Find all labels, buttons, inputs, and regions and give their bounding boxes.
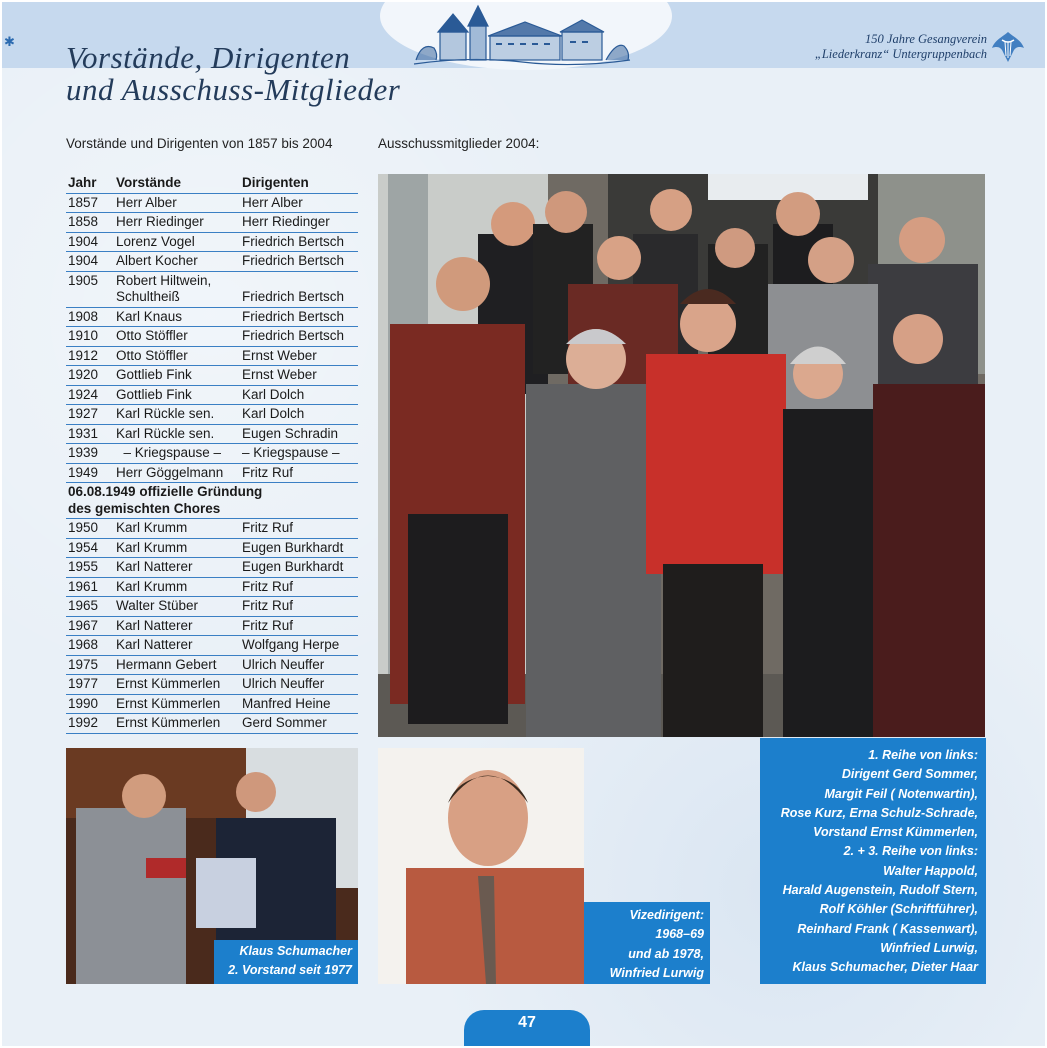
founding-note: 06.08.1949 offizielle Gründung [68,484,263,499]
cell-dirigent: Karl Dolch [242,406,305,421]
table-row [66,444,358,464]
lurwig-photo [378,748,584,984]
cell-vorstand: Karl Knaus [116,308,183,324]
cell-vorstand: Hermann Gebert [116,656,217,672]
cell-year: 1927 [68,406,99,421]
cell-year: 1910 [68,328,99,343]
cell-dirigent: Eugen Burkhardt [242,539,344,555]
cell-year: 1904 [68,233,99,249]
cell-vorstand: Herr Göggelmann [116,464,224,480]
caption-line: Klaus Schumacher [239,944,352,958]
right-section-heading: Ausschussmitglieder 2004: [378,136,540,151]
cell-year: 1955 [68,559,99,574]
table-row [66,578,358,598]
cell-dirigent: Manfred Heine [242,695,331,711]
page-number: 47 [464,1010,590,1046]
cell-year: 1908 [68,308,99,324]
cell-year: 1858 [68,214,99,229]
group-photo-caption [760,738,986,984]
cell-vorstand: Karl Krumm [116,539,188,555]
table-row [66,464,358,484]
cell-vorstand: Karl Krumm [116,578,188,594]
cell-year: 1924 [68,386,99,402]
left-section-heading: Vorstände und Dirigenten von 1857 bis 2004 [66,136,333,151]
cell-year: 1975 [68,656,99,672]
group-photo [378,174,985,737]
table-row [66,558,358,578]
cell-year: 1950 [68,520,99,535]
cell-year: 1961 [68,578,99,594]
brochure-page [2,2,1045,1046]
cell-vorstand: Walter Stüber [116,598,199,613]
caption-line: Winfried Lurwig [609,965,704,980]
cell-dirigent: Friedrich Bertsch [242,328,345,343]
cell-vorstand: Karl Rückle sen. [116,425,215,441]
schumacher-caption [214,940,358,984]
table-row [66,425,358,445]
table-row [66,347,358,367]
cell-dirigent: Friedrich Bertsch [242,308,345,324]
cell-dirigent: Gerd Sommer [242,715,327,730]
header-vorstaende: Vorstände [116,175,182,190]
table-row [66,617,358,637]
table-header-row [66,174,358,194]
cell-vorstand: Ernst Kümmerlen [116,715,221,730]
cell-vorstand: Herr Alber [116,194,177,210]
table-row [66,386,358,406]
caption-line: Vizedirigent: [629,908,704,922]
cell-vorstand: Karl Krumm [116,520,188,535]
cell-dirigent: Ernst Weber [242,367,317,382]
caption-line: Margit Feil ( Notenwartin), [824,786,978,801]
table-row [66,213,358,233]
cell-vorstand: Karl Rückle sen. [116,406,215,421]
cell-dirigent [242,273,358,306]
caption-line: Walter Happold, [883,863,978,878]
header-year: Jahr [68,175,97,190]
castle-illustration [410,2,634,68]
cell-vorstand: Karl Natterer [116,617,193,633]
table-row [66,233,358,253]
cell-vorstand: Karl Natterer [116,559,193,574]
cell-year: 1905 [68,272,99,288]
caption-line: 2. Vorstand seit 1977 [228,963,352,978]
table-row [66,483,358,519]
caption-line: Rolf Köhler (Schriftführer), [819,902,978,917]
cell-dirigent: Wolfgang Herpe [242,637,340,652]
caption-line: und ab 1978, [628,946,704,961]
table-row [66,656,358,676]
table-row [66,539,358,559]
table-row [66,308,358,328]
table-row [66,327,358,347]
cell-vorstand-line: Robert Hiltwein, [116,272,212,288]
cell-year: 1949 [68,464,99,480]
table-row [66,194,358,214]
cell-year: 1977 [68,676,99,691]
header-dirigenten: Dirigenten [242,175,309,190]
cell-vorstand: Otto Stöffler [116,347,188,363]
table-row [66,636,358,656]
cell-vorstand-line: Schultheiß [116,289,180,304]
lyre-logo-icon [989,30,1027,64]
table-row [66,272,358,308]
cell-dirigent: Eugen Burkhardt [242,559,344,574]
caption-line: 1968–69 [655,927,704,942]
corner-ornament: ✱ [4,34,15,49]
title-line-1: Vorstände, Dirigenten [66,40,351,75]
cell-vorstand: Ernst Kümmerlen [116,676,221,691]
cell-dirigent: Ernst Weber [242,347,317,363]
cell-year: 1857 [68,194,99,210]
organization-label [815,32,987,62]
page-title [66,42,400,106]
cell-dirigent-line: Friedrich Bertsch [242,289,345,304]
cell-vorstand [116,273,242,306]
cell-year: 1904 [68,253,99,268]
caption-line: 2. + 3. Reihe von links: [843,844,978,859]
cell-vorstand: Gottlieb Fink [116,386,192,402]
table-row [66,714,358,734]
cell-dirigent: Ulrich Neuffer [242,676,325,691]
caption-line: Dirigent Gerd Sommer, [841,767,978,782]
cell-year: 1912 [68,347,99,363]
caption-line: Reinhard Frank ( Kassenwart), [797,921,978,936]
cell-year: 1990 [68,695,99,711]
cell-vorstand: Lorenz Vogel [116,233,195,249]
cell-dirigent: Herr Riedinger [242,214,330,229]
cell-vorstand: Ernst Kümmerlen [116,695,221,711]
cell-dirigent: Fritz Ruf [242,464,294,480]
table-row [66,695,358,715]
title-line-2: und Ausschuss-Mitglieder [66,72,401,107]
cell-year: 1920 [68,367,99,382]
chairs-conductors-table [66,174,358,734]
cell-dirigent: Fritz Ruf [242,578,294,594]
caption-line: 1. Reihe von links: [868,748,978,762]
cell-year: 1939 [68,445,99,460]
table-row [66,519,358,539]
cell-dirigent: Fritz Ruf [242,520,294,535]
cell-year: 1931 [68,425,99,441]
table-row [66,366,358,386]
caption-line: Rose Kurz, Erna Schulz-Schrade, [780,805,978,820]
caption-line: Vorstand Ernst Kümmerlen, [813,825,978,840]
caption-line: Klaus Schumacher, Dieter Haar [792,960,978,975]
cell-dirigent: Ulrich Neuffer [242,656,325,672]
vizedirigent-caption [584,902,710,984]
cell-year: 1992 [68,715,99,730]
founding-note: des gemischten Chores [68,500,221,516]
cell-vorstand: Albert Kocher [116,253,198,268]
table-row [66,675,358,695]
table-row [66,252,358,272]
cell-dirigent: – Kriegspause – [242,445,340,460]
org-line-1: 150 Jahre Gesangverein [865,32,987,46]
cell-dirigent: Friedrich Bertsch [242,233,345,249]
cell-vorstand: Herr Riedinger [116,214,204,229]
cell-dirigent: Eugen Schradin [242,425,339,441]
cell-dirigent: Fritz Ruf [242,617,294,633]
table-row [66,405,358,425]
cell-year: 1968 [68,637,99,652]
cell-vorstand: – Kriegspause – [116,445,222,460]
table-row [66,597,358,617]
cell-vorstand: Gottlieb Fink [116,367,192,382]
cell-year: 1967 [68,617,99,633]
cell-dirigent: Friedrich Bertsch [242,253,345,268]
caption-line: Winfried Lurwig, [880,940,978,955]
cell-year: 1965 [68,598,99,613]
cell-dirigent: Karl Dolch [242,386,305,402]
cell-vorstand: Otto Stöffler [116,328,188,343]
cell-year: 1954 [68,539,99,555]
cell-vorstand: Karl Natterer [116,637,193,652]
cell-dirigent: Fritz Ruf [242,598,294,613]
org-line-2: „Liederkranz“ Untergruppenbach [814,47,987,61]
cell-dirigent: Herr Alber [242,194,303,210]
caption-line: Harald Augenstein, Rudolf Stern, [782,883,978,898]
